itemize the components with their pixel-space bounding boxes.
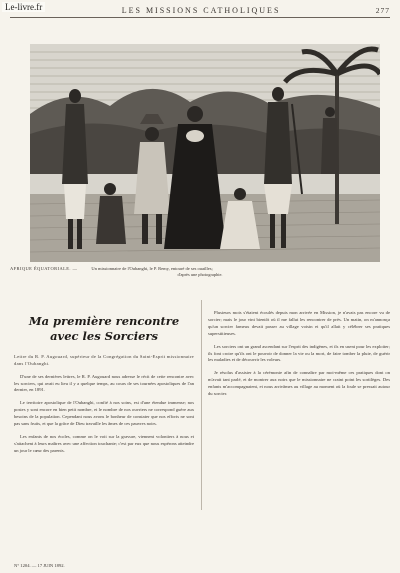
engraving-illustration xyxy=(30,44,380,262)
figure-cloth xyxy=(64,184,86,219)
column-divider xyxy=(201,300,202,510)
header-rule xyxy=(10,17,390,18)
caption-credit: d'après une photographie. xyxy=(177,272,223,277)
missionary-beard xyxy=(186,130,204,142)
article-title xyxy=(14,314,194,344)
issue-footer: N° 1204. — 17 JUIN 1892. xyxy=(14,563,65,568)
article-title-line1: Ma première rencontre xyxy=(28,314,180,328)
page-number: 277 xyxy=(375,5,390,15)
left-column xyxy=(14,288,194,455)
left-paragraph: Le territoire apostolique de l'Oubanghi, confié à nos soins, est d'une étendue immense; nos postes y sont encore en bien petit nombre, et le nombre de nos ouvriers ne correspond guère aux besoins de la population. Cependant nous avons le bonheur de constater que nos efforts ne sont pas sans fruits, et que la grâce de Dieu travaille les âmes de ces pauvres noirs. xyxy=(14,400,194,427)
right-paragraph: Les sorciers ont un grand ascendant sur l'esprit des indigènes, et ils en usent pour les exploiter; ils font croire qu'ils ont le pouvoir de donner la vie ou la mort, de faire tomber la pluie, de guérir les maladies et de découvrir les voleurs. xyxy=(208,343,390,363)
caption-location: AFRIQUE ÉQUATORIALE. — xyxy=(10,265,78,271)
illustration-svg xyxy=(30,44,380,262)
figure-head xyxy=(69,89,81,103)
left-paragraph: D'une de ses dernières lettres, le R. P. Augouard nous adresse le récit de cette rencontre avec les sorciers, qui avait eu lieu il y a quelque temps, au cours de ses tournées apostoliques de l'an dernier, en 1891. xyxy=(14,373,194,393)
figure-body xyxy=(62,104,88,184)
header-left-label: LES xyxy=(121,5,142,15)
left-paragraph: Les enfants de nos écoles, comme on le voit sur la gravure, viennent volontiers à nous et s'attachent à leurs maîtres avec une affection touchante; c'est par eux que nous espérons atteindre un jour le cœur des parents. xyxy=(14,433,194,453)
right-paragraph: Je résolus d'assister à la cérémonie afin de connaître par moi-même ces pratiques dont on m'avait tant parlé, et de montrer aux noirs que le missionnaire ne craint point les sortilèges. Des enfants m'accompagnaient, et nous arrivâmes au village au moment où la foule se pressait autour du sorcier. xyxy=(208,370,390,397)
running-header xyxy=(10,3,390,17)
right-column xyxy=(208,288,390,398)
watermark-text: Le-livre.fr xyxy=(5,2,43,12)
article-title-line2: avec les Sorciers xyxy=(50,329,158,343)
header-title: MISSIONS CATHOLIQUES xyxy=(145,5,281,15)
article-subtitle: Lettre du R. P. Augouard, supérieur de la Congrégation du Saint-Esprit missionnaire dans l'Oubanghi. xyxy=(14,354,194,366)
caption-text: Un missionnaire de l'Oubanghi, le P. Remy, entouré de ses ouailles; xyxy=(91,265,213,271)
right-paragraph: Plusieurs mois s'étaient écoulés depuis mon arrivée en Mission, je n'avais pas encore vu de sorcier; mais le jour vint bientôt où il me fallut les rencontrer de près. Un matin, on m'annonça qu'un sorcier fameux devait passer au village voisin et qu'il allait y célébrer ses pratiques superstitieuses. xyxy=(208,310,390,336)
